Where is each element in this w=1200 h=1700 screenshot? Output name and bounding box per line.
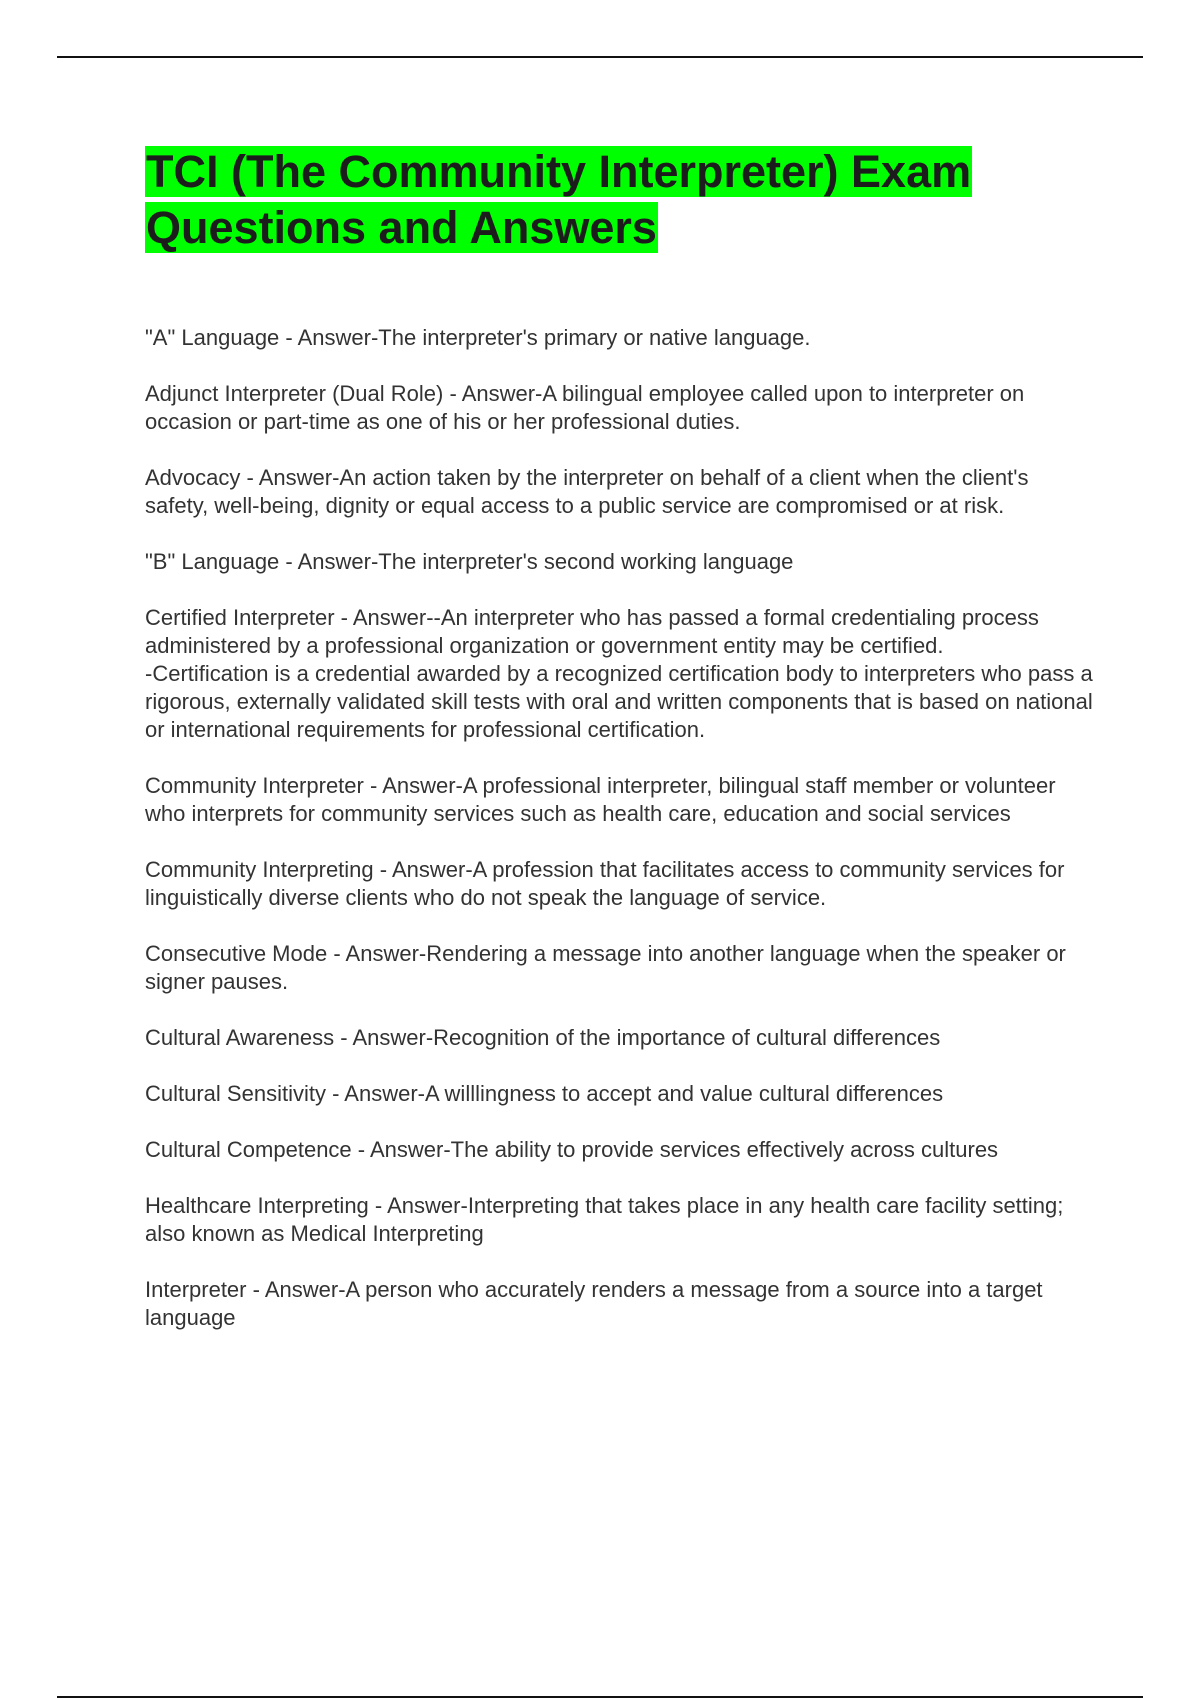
qa-item-cultural-competence: Cultural Competence - Answer-The ability to provide services effectively across cultures bbox=[145, 1137, 999, 1162]
qa-item-certified-interpreter: Certified Interpreter - Answer--An interpreter who has passed a formal credentialing process administered by a professional organization or government entity may be certified. -Certification is a credential awarded by a recognized certification body to interpreters who pass a rigorous, externally validated skill tests with oral and written components that is based on national or international requirements for professional certification. bbox=[145, 605, 1093, 742]
qa-item-b-language: "B" Language - Answer-The interpreter's second working language bbox=[145, 549, 794, 574]
document-page bbox=[145, 144, 1095, 1360]
header-rule bbox=[57, 56, 1143, 58]
qa-item-a-language: "A" Language - Answer-The interpreter's primary or native language. bbox=[145, 325, 811, 350]
qa-item-cultural-awareness: Cultural Awareness - Answer-Recognition of the importance of cultural differences bbox=[145, 1025, 941, 1050]
qa-item-interpreter: Interpreter - Answer-A person who accurately renders a message from a source into a target language bbox=[145, 1277, 1043, 1330]
qa-item-community-interpreter: Community Interpreter - Answer-A professional interpreter, bilingual staff member or volunteer who interprets for community services such as health care, education and social services bbox=[145, 773, 1056, 826]
qa-item-community-interpreting: Community Interpreting - Answer-A profession that facilitates access to community services for linguistically diverse clients who do not speak the language of service. bbox=[145, 857, 1065, 910]
document-title bbox=[145, 144, 1095, 256]
qa-list bbox=[145, 324, 1095, 1332]
footer-rule bbox=[57, 1696, 1143, 1698]
qa-item-consecutive-mode: Consecutive Mode - Answer-Rendering a message into another language when the speaker or signer pauses. bbox=[145, 941, 1066, 994]
qa-item-adjunct-interpreter: Adjunct Interpreter (Dual Role) - Answer-A bilingual employee called upon to interpreter on occasion or part-time as one of his or her professional duties. bbox=[145, 381, 1025, 434]
qa-item-healthcare-interpreting: Healthcare Interpreting - Answer-Interpreting that takes place in any health care facility setting; also known as Medical Interpreting bbox=[145, 1193, 1064, 1246]
qa-item-advocacy: Advocacy - Answer-An action taken by the interpreter on behalf of a client when the client's safety, well-being, dignity or equal access to a public service are compromised or at risk. bbox=[145, 465, 1029, 518]
qa-item-cultural-sensitivity: Cultural Sensitivity - Answer-A willlingness to accept and value cultural differences bbox=[145, 1081, 944, 1106]
title-highlight: TCI (The Community Interpreter) Exam Questions and Answers bbox=[146, 146, 972, 253]
